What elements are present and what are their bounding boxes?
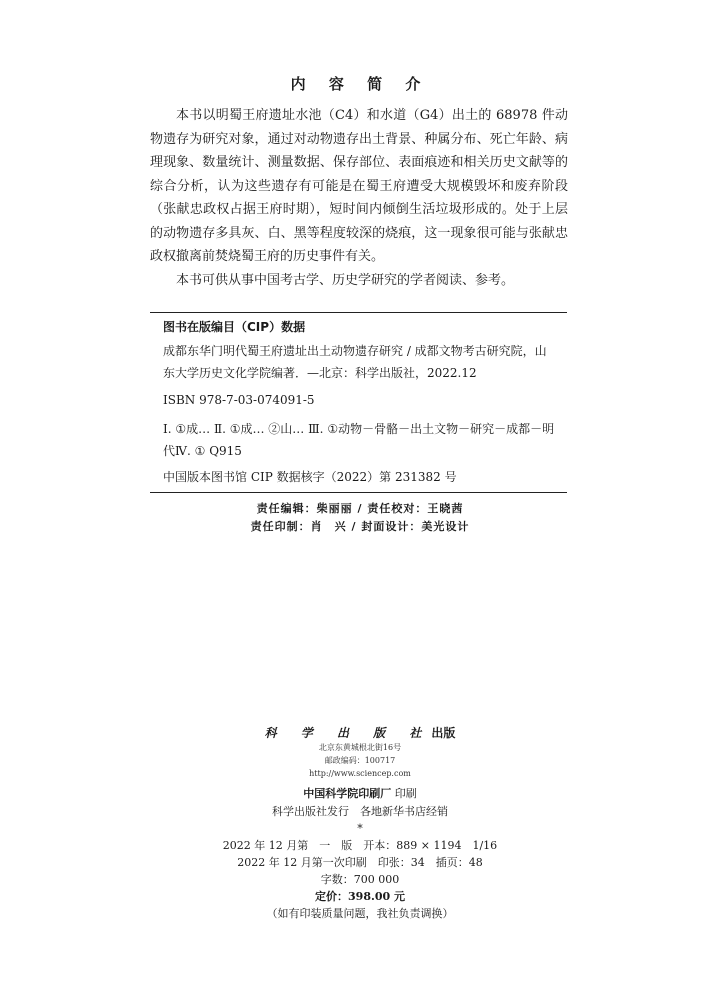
printer-suffix: 印刷	[394, 787, 417, 800]
publisher-postcode: 邮政编码：100717	[324, 756, 396, 765]
cip-entry-text: 成都东华门明代蜀王府遗址出土动物遗存研究 / 成都文物考古研究院，山东大学历史文化学院编著．—北京：科学出版社，2022.12	[163, 344, 547, 380]
publisher-name-line	[0, 724, 720, 741]
edition-line: 2022 年 12 月第 一 版 开本：889 × 1194 1/16	[222, 839, 498, 852]
cip-isbn: ISBN 978-7-03-074091-5	[163, 393, 315, 407]
publisher-name: 科 学 出 版 社	[264, 726, 432, 740]
separator-star: *	[357, 822, 363, 835]
printing-line: 2022 年 12 月第一次印刷 印张：34 插页：48	[237, 856, 483, 869]
printer-line	[0, 785, 720, 802]
quality-notice: （如有印装质量问题，我社负责调换）	[266, 907, 454, 920]
summary-body	[150, 104, 568, 292]
cip-approval: 中国版本图书馆 CIP 数据核字（2022）第 231382 号	[163, 470, 457, 484]
credits-line-1: 责任编辑：柴丽丽 / 责任校对：王晓茜	[256, 502, 464, 515]
summary-title: 内 容 简 介	[290, 75, 430, 93]
distribution-line: 科学出版社发行 各地新华书店经销	[272, 805, 448, 818]
summary-paragraph-2: 本书可供从事中国考古学、历史学研究的学者阅读、参考。	[176, 272, 515, 288]
cip-entry	[163, 340, 558, 384]
cip-classification	[163, 418, 558, 462]
cip-top-rule	[150, 312, 567, 313]
publisher-address: 北京东黄城根北街16号	[318, 743, 402, 752]
publisher-suffix: 出版	[431, 726, 456, 740]
publisher-website: http://www.sciencep.com	[309, 769, 411, 778]
price: 定价：398.00 元	[315, 890, 405, 903]
cip-heading: 图书在版编目（CIP）数据	[163, 320, 306, 334]
word-count: 字数：700 000	[320, 873, 400, 886]
printer-name: 中国科学院印刷厂	[303, 787, 392, 800]
cip-classification-text: Ⅰ. ①成… Ⅱ. ①成… ②山… Ⅲ. ①动物－骨骼－出土文物－研究－成都－明代Ⅳ. ① Q915	[163, 422, 555, 458]
cip-bottom-rule	[150, 492, 567, 493]
summary-paragraph-1: 本书以明蜀王府遗址水池（C4）和水道（G4）出土的 68978 件动物遗存为研究对象，通过对动物遗存出土背景、种属分布、死亡年龄、病理现象、数量统计、测量数据、保存部位、表面痕迹和相关历史文献等的综合分析，认为这些遗存有可能是在蜀王府遭受大规模毁坏和废弃阶段（张献忠政权占据王府时期），短时间内倾倒生活垃圾形成的。处于上层的动物遗存多具灰、白、黑等程度较深的烧痕，这一现象很可能与张献忠政权撤离前焚烧蜀王府的历史事件有关。	[150, 108, 568, 264]
credits-line-2: 责任印制：肖 兴 / 封面设计：美光设计	[250, 520, 470, 533]
